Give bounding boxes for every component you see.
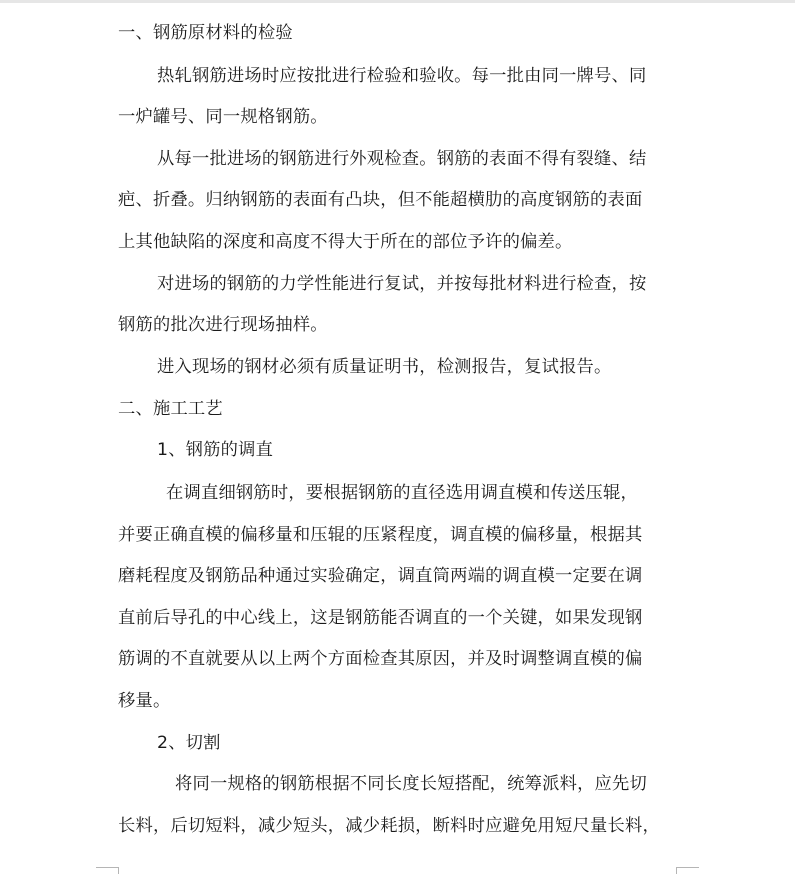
paragraph-line: 筋调的不直就要从以上两个方面检查其原因，并及时调整调直模的偏 (118, 649, 643, 669)
paragraph-line: 上其他缺陷的深度和高度不得大于所在的部位予许的偏差。 (118, 232, 573, 252)
subsection-heading-straightening: 1、钢筋的调直 (157, 440, 274, 460)
section-heading-material-inspection: 一、钢筋原材料的检验 (118, 23, 293, 43)
paragraph-line: 一炉罐号、同一规格钢筋。 (118, 107, 328, 127)
paragraph-line: 将同一规格的钢筋根据不同长度长短搭配，统筹派料，应先切 (175, 774, 647, 794)
paragraph-line: 在调直细钢筋时，要根据钢筋的直径选用调直模和传送压辊， (166, 483, 638, 503)
paragraph-line: 疤、折叠。归纳钢筋的表面有凸块，但不能超横肋的高度钢筋的表面 (118, 190, 643, 210)
paragraph-line: 直前后导孔的中心线上，这是钢筋能否调直的一个关键，如果发现钢 (118, 608, 643, 628)
margin-corner-mark-left (96, 867, 119, 874)
paragraph-line: 进入现场的钢材必须有质量证明书，检测报告，复试报告。 (157, 357, 612, 377)
paragraph-line: 对进场的钢筋的力学性能进行复试，并按每批材料进行检查，按 (157, 274, 647, 294)
paragraph-line: 长料，后切短料，减少短头，减少耗损，断料时应避免用短尺量长料， (118, 816, 660, 836)
page-top-edge (0, 0, 795, 3)
paragraph-line: 从每一批进场的钢筋进行外观检查。钢筋的表面不得有裂缝、结 (157, 149, 647, 169)
section-heading-construction-process: 二、施工工艺 (118, 399, 223, 419)
paragraph-line: 磨耗程度及钢筋品种通过实验确定，调直筒两端的调直模一定要在调 (118, 566, 643, 586)
subsection-heading-cutting: 2、切割 (157, 733, 221, 753)
paragraph-line: 钢筋的批次进行现场抽样。 (118, 315, 328, 335)
paragraph-line: 热轧钢筋进场时应按批进行检验和验收。每一批由同一牌号、同 (157, 66, 647, 86)
paragraph-line: 并要正确直模的偏移量和压辊的压紧程度，调直模的偏移量，根据其 (118, 525, 643, 545)
paragraph-line: 移量。 (118, 691, 171, 711)
margin-corner-mark-right (676, 867, 699, 874)
